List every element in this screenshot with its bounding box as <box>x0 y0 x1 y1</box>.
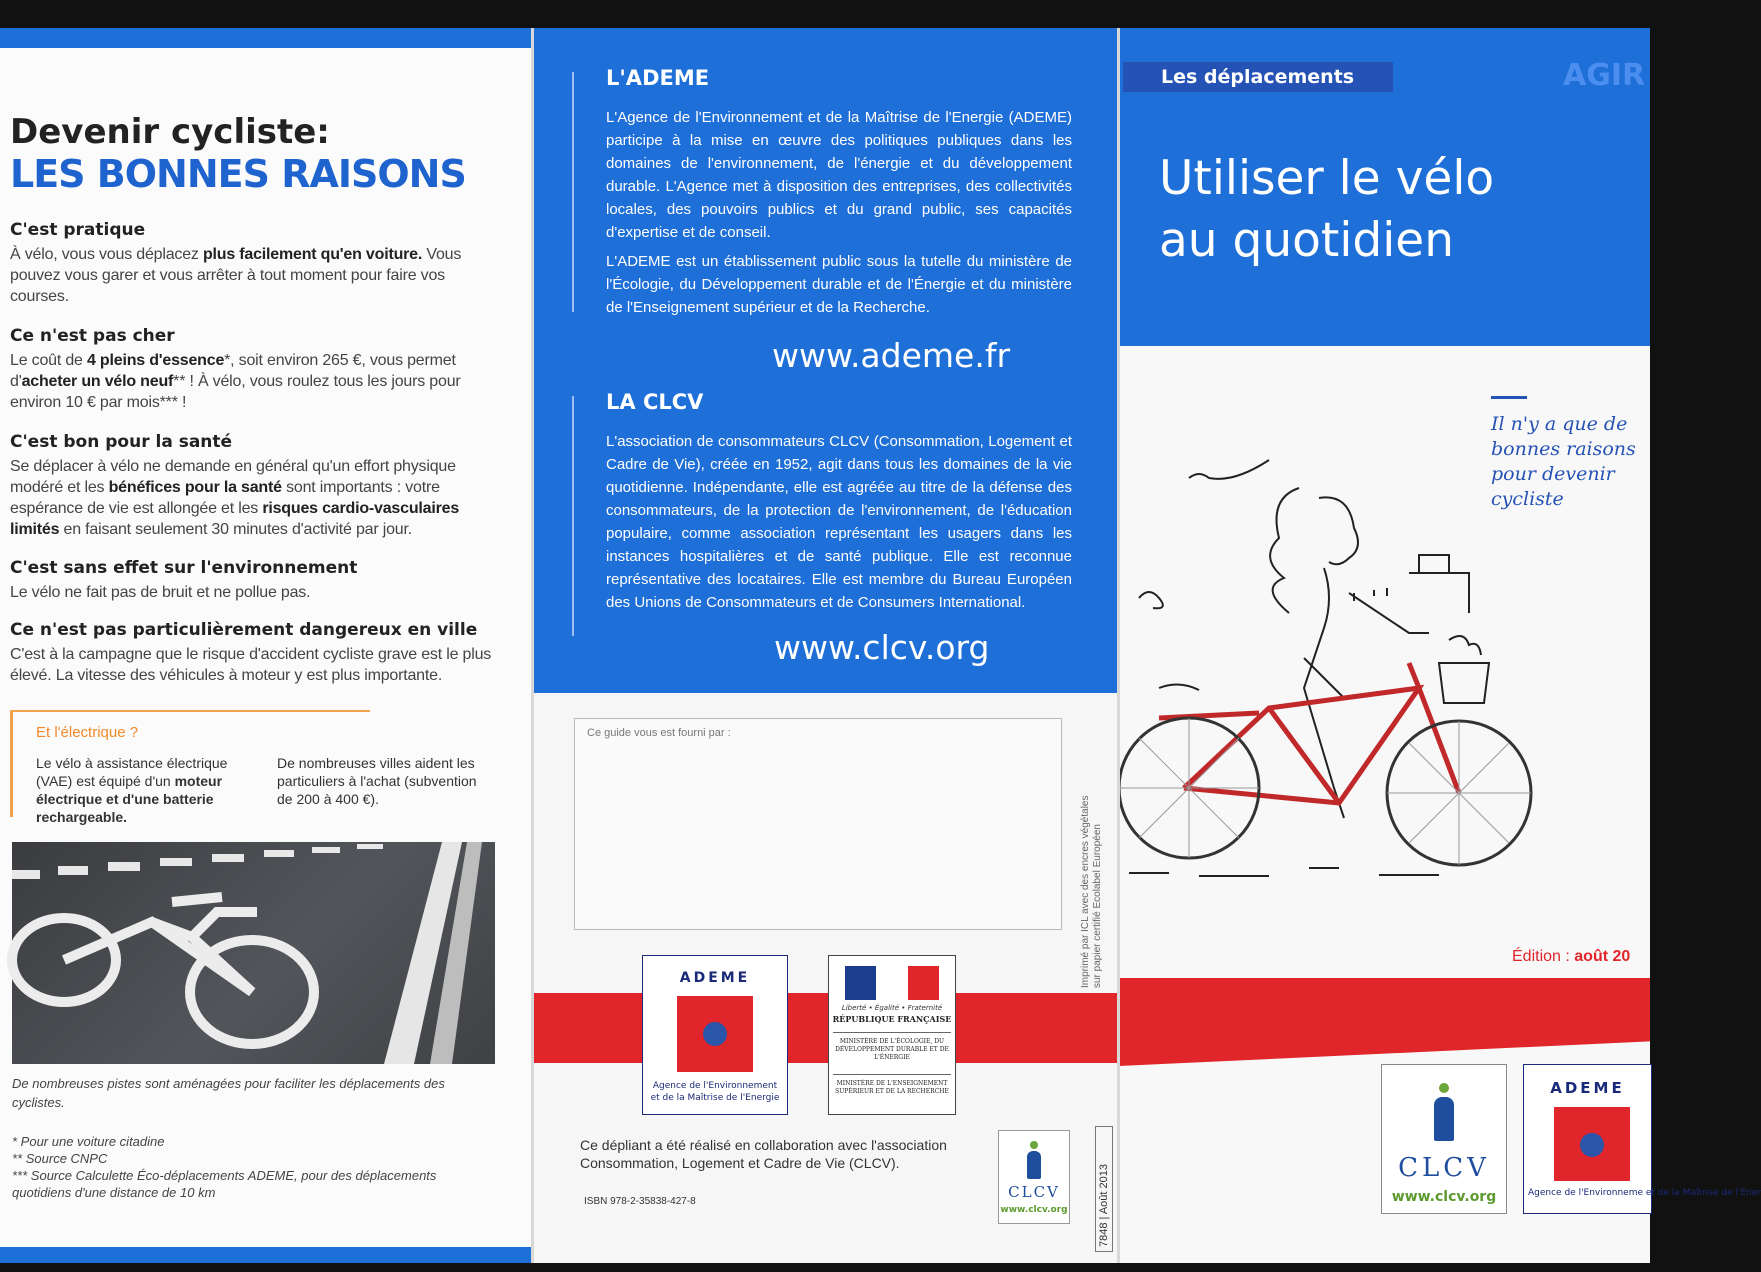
electric-col2: De nombreuses villes aident les particuliers à l'achat (subvention de 200 à 400 €). <box>277 755 477 807</box>
clcv-logo: CLCV www.clcv.org <box>1381 1064 1507 1214</box>
section-heading: Ce n'est pas particulièrement dangereux en ville <box>10 620 478 640</box>
bike-lane-photo <box>12 842 495 1064</box>
people-icon <box>1430 1083 1458 1143</box>
collaboration-text: Ce dépliant a été réalisé en collaboration avec l'association Consommation, Logement et Cadre de Vie (CLCV). <box>580 1137 947 1171</box>
edition-date: Édition : août 20 <box>1512 948 1631 965</box>
agir-label: AGIR <box>1563 58 1646 93</box>
section-heading: C'est pratique <box>10 220 146 240</box>
clcv-heading: LA CLCV <box>606 390 704 414</box>
left-title-line1: Devenir cycliste: <box>10 112 330 152</box>
clcv-text: L'association de consommateurs CLCV (Consommation, Logement et Cadre de Vie), créée en 1952, agit dans tous les domaines de la vie quotidienne. Indépendante, elle est agréée au titre de la défense des consommateurs, de la protection de l'environnement, de l'éducation populaire, comme association représentant les usagers dans les instances hospitalières et de santé publique. Elle est reconnue représentative des locataires. Elle est membre du Bureau Européen des Unions de Consommateurs et de Consumers International. <box>606 433 1072 611</box>
ademe-logo: ADEME Agence de l'Environnement et de la Maîtrise de l'Energie <box>642 955 788 1115</box>
section-pas-cher <box>10 326 495 413</box>
section-heading: Ce n'est pas cher <box>10 326 175 346</box>
ademe-heading: L'ADEME <box>606 66 710 90</box>
cyclist-illustration <box>1119 428 1519 908</box>
section-environnement <box>10 558 495 603</box>
republique-francaise-logo: Liberté • Égalité • Fraternité RÉPUBLIQUE FRANÇAISE MINISTÈRE DE L'ÉCOLOGIE, DU DÉVELOPPEMENT DURABLE ET DE L'ÉNERGIE MINISTÈRE DE L'ENSEIGNEMENT SUPÉRIEUR ET DE LA RECHERCHE <box>828 955 956 1115</box>
print-note: Imprimé par ICL avec des encres végétales <box>1080 795 1091 988</box>
isbn: ISBN 978-2-35838-427-8 <box>584 1196 696 1207</box>
divider-line <box>572 396 574 636</box>
footnote: * Pour une voiture citadine <box>12 1134 165 1149</box>
section-heading: C'est sans effet sur l'environnement <box>10 558 358 578</box>
electric-box <box>10 710 495 855</box>
ademe-text: L'Agence de l'Environnement et de la Maîtrise de l'Energie (ADEME) participe à la mise en œuvre des politiques publiques dans les domaines de l'environnement, de l'énergie et du développement durable. L'Agence met à disposition des entreprises, des collectivités locales, des pouvoirs publics et du grand public, ses capacités d'expertise et de conseil. L'ADEME est un établissement public sous la tutelle du ministère de l'Écologie, du Développement durable et de l'Énergie et du ministère de l'Enseignement supérieur et de la Recherche. <box>606 109 1072 316</box>
fold-line <box>531 28 534 1263</box>
divider-line <box>572 72 574 312</box>
section-pratique <box>10 220 495 307</box>
globe-icon <box>1580 1133 1604 1157</box>
ademe-logo-cover: ADEME Agence de l'Environneme et de la Maîtrise de l'Ener <box>1523 1064 1652 1214</box>
marianne-flag-icon <box>845 966 939 1000</box>
photo-caption: De nombreuses pistes sont aménagées pour faciliter les déplacements des cyclistes. <box>12 1076 445 1110</box>
right-red-band <box>1119 978 1650 1066</box>
ademe-url[interactable]: www.ademe.fr <box>772 336 1011 375</box>
left-bottom-bar <box>0 1247 532 1263</box>
section-text: Le coût de 4 pleins d'essence*, soit environ 265 €, vous permet d'acheter un vélo neuf** ! À vélo, vous roulez tous les jours pour environ 10 € par mois*** ! <box>10 352 461 411</box>
people-icon <box>1025 1141 1043 1181</box>
left-panel <box>0 28 532 1263</box>
section-danger <box>10 620 495 686</box>
middle-panel <box>532 28 1119 1263</box>
electric-col1: Le vélo à assistance électrique (VAE) est équipé d'un moteur électrique et d'une batterie rechargeable. <box>36 755 228 825</box>
footnote: *** Source Calculette Éco-déplacements ADEME, pour des déplacements quotidiens d'une distance de 10 km <box>12 1168 437 1200</box>
category-tag: Les déplacements <box>1123 62 1393 92</box>
ademe-logo-square <box>677 996 753 1072</box>
footnote: ** Source CNPC <box>12 1151 108 1166</box>
cover-quote: Il n'y a que de bonnes raisons pour devenir cycliste <box>1491 413 1636 510</box>
footnotes <box>12 1133 492 1201</box>
section-text: C'est à la campagne que le risque d'accident cycliste grave est le plus élevé. La vitesse des véhicules à moteur y est plus importante. <box>10 646 492 684</box>
reference-box: 7848 | Août 2013 <box>1095 1126 1113 1252</box>
globe-icon <box>703 1022 727 1046</box>
distributor-label: Ce guide vous est fourni par : <box>587 727 731 739</box>
right-panel <box>1119 28 1761 1263</box>
electric-title: Et l'électrique ? <box>36 724 139 741</box>
section-text: Se déplacer à vélo ne demande en général qu'un effort physique modéré et les bénéfices pour la santé sont importants : votre espérance de vie est allongée et les risques cardio-vasculaires limités en faisant seulement 30 minutes d'activité par jour. <box>10 458 460 538</box>
red-band <box>532 993 1119 1063</box>
left-title-line2: LES BONNES RAISONS <box>10 152 466 196</box>
fold-line <box>1117 28 1120 1263</box>
section-heading: C'est bon pour la santé <box>10 432 233 452</box>
print-note: sur papier certifié Ecolabel Européen <box>1092 824 1103 988</box>
clcv-url[interactable]: www.clcv.org <box>774 628 990 667</box>
section-sante <box>10 432 495 540</box>
cover-title: Utiliser le vélo au quotidien <box>1159 151 1495 268</box>
distributor-box <box>574 718 1062 930</box>
quote-dash <box>1491 396 1527 399</box>
section-text: Le vélo ne fait pas de bruit et ne pollue pas. <box>10 584 311 601</box>
ademe-logo-square <box>1554 1107 1630 1181</box>
section-text: À vélo, vous vous déplacez plus facilement qu'en voiture. Vous pouvez vous garer et vous arrêter à tout moment pour faire vos courses. <box>10 246 462 305</box>
clcv-logo-small: CLCV www.clcv.org <box>998 1130 1070 1224</box>
left-top-bar <box>0 28 532 48</box>
